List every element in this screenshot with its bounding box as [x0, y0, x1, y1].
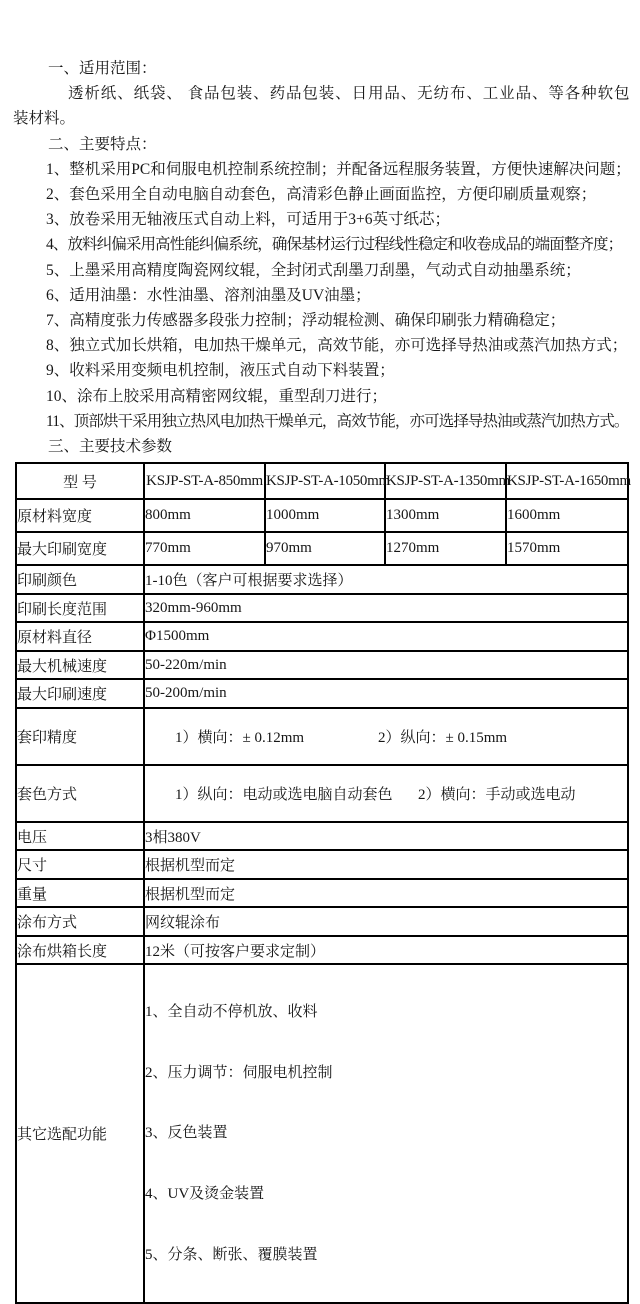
optional-feature-2: 2、压力调节：伺服电机控制	[145, 1064, 333, 1081]
row-label: 电压	[16, 822, 144, 851]
cell-value: 网纹辊涂布	[144, 907, 628, 936]
cell-value: 320mm-960mm	[144, 594, 628, 623]
cell-value: 1570mm	[506, 532, 628, 565]
optional-feature-4: 4、UV及烫金装置	[145, 1186, 265, 1203]
row-label: 涂布方式	[16, 907, 144, 936]
cell-value	[144, 765, 628, 822]
table-row-max-print-width	[16, 532, 628, 565]
table-row-material-diameter	[16, 622, 628, 651]
optional-feature-3: 3、反色装置	[145, 1125, 228, 1142]
model-name-850: KSJP-ST-A-850mm	[144, 463, 265, 499]
row-label: 最大印刷宽度	[16, 532, 144, 565]
feature-item-6: 6、适用油墨：水性油墨、溶剂油墨及UV油墨；	[46, 286, 371, 304]
feature-item-10: 10、涂布上胶采用高精密网纹辊，重型刮刀进行；	[46, 387, 388, 405]
row-label: 套色方式	[16, 765, 144, 822]
row-label: 印刷长度范围	[16, 594, 144, 623]
table-row-model	[16, 463, 628, 499]
cell-value: 根据机型而定	[144, 879, 628, 908]
cell-value: 1270mm	[385, 532, 506, 565]
cell-value	[144, 964, 628, 1303]
section-heading-parameters: 三、主要技术参数	[48, 438, 173, 456]
optional-feature-1: 1、全自动不停机放、收料	[145, 1004, 318, 1021]
feature-item-4: 4、放料纠偏采用高性能纠偏系统，确保基材运行过程线性稳定和收卷成品的端面整齐度；	[46, 236, 623, 254]
cell-value: 3相380V	[144, 822, 628, 851]
cell-value: 770mm	[144, 532, 265, 565]
table-row-dimensions	[16, 850, 628, 879]
row-label: 其它选配功能	[16, 964, 144, 1303]
table-row-coating-oven-length	[16, 936, 628, 965]
spec-table	[15, 462, 629, 1304]
cell-value: Φ1500mm	[144, 622, 628, 651]
table-row-register-precision	[16, 708, 628, 765]
feature-item-8: 8、独立式加长烘箱，电加热干燥单元，高效节能，亦可选择导热油或蒸汽加热方式；	[46, 337, 628, 355]
table-row-max-mech-speed	[16, 651, 628, 680]
row-label: 尺寸	[16, 850, 144, 879]
feature-item-3: 3、放卷采用无轴液压式自动上料，可适用于3+6英寸纸芯；	[46, 211, 450, 229]
cell-value: 800mm	[144, 499, 265, 532]
cell-value: 12米（可按客户要求定制）	[144, 936, 628, 965]
table-row-register-mode	[16, 765, 628, 822]
model-row-label: 型 号	[16, 463, 144, 499]
row-label: 重量	[16, 879, 144, 908]
row-label: 最大机械速度	[16, 651, 144, 680]
intro-section	[0, 0, 640, 459]
section-heading-features: 二、主要特点：	[48, 135, 157, 153]
feature-item-9: 9、收料采用变频电机控制，液压式自动下料装置；	[46, 362, 395, 380]
table-row-weight	[16, 879, 628, 908]
model-name-1050: KSJP-ST-A-1050mm	[265, 463, 385, 499]
cell-value	[144, 708, 628, 765]
feature-item-1: 1、整机采用PC和伺服电机控制系统控制；并配备远程服务装置，方便快速解决问题；	[46, 160, 631, 178]
model-name-1650: KSJP-ST-A-1650mm	[506, 463, 628, 499]
row-label: 最大印刷速度	[16, 679, 144, 708]
table-row-coating-method	[16, 907, 628, 936]
cell-value: 1600mm	[506, 499, 628, 532]
cell-value: 970mm	[265, 532, 385, 565]
table-row-print-length-range	[16, 594, 628, 623]
feature-item-2: 2、套色采用全自动电脑自动套色，高清彩色静止画面监控，方便印刷质量观察；	[46, 186, 597, 204]
cell-value: 1300mm	[385, 499, 506, 532]
table-row-print-colors	[16, 565, 628, 594]
scope-paragraph-line: 透析纸、纸袋、 食品包装、药品包装、日用品、无纺布、工业品、等各种软包	[68, 85, 631, 103]
row-label: 套印精度	[16, 708, 144, 765]
cell-value: 50-220m/min	[144, 651, 628, 680]
table-row-material-width	[16, 499, 628, 532]
cell-value: 1-10色（客户可根据要求选择）	[144, 565, 628, 594]
precision-vertical: 2）纵向：± 0.15mm	[378, 729, 508, 746]
optional-feature-5: 5、分条、断张、覆膜装置	[145, 1246, 318, 1263]
cell-value: 根据机型而定	[144, 850, 628, 879]
feature-item-7: 7、高精度张力传感器多段张力控制；浮动辊检测、确保印刷张力精确稳定；	[46, 312, 566, 330]
section-heading-scope: 一、适用范围：	[48, 60, 157, 77]
model-name-1350: KSJP-ST-A-1350mm	[385, 463, 506, 499]
table-row-optional-features	[16, 964, 628, 1303]
mode-vertical: 1）纵向：电动或选电脑自动套色	[175, 786, 393, 803]
feature-item-11: 11、顶部烘干采用独立热风电加热干燥单元，高效节能，亦可选择导热油或蒸汽加热方式。	[46, 412, 629, 430]
scope-paragraph-wrap: 装材料。	[13, 110, 76, 128]
row-label: 原材料宽度	[16, 499, 144, 532]
table-row-max-print-speed	[16, 679, 628, 708]
table-row-voltage	[16, 822, 628, 851]
cell-value: 50-200m/min	[144, 679, 628, 708]
row-label: 原材料直径	[16, 622, 144, 651]
mode-horizontal: 2）横向：手动或选电动	[418, 786, 576, 803]
row-label: 印刷颜色	[16, 565, 144, 594]
precision-horizontal: 1）横向：± 0.12mm	[175, 729, 305, 746]
cell-value: 1000mm	[265, 499, 385, 532]
feature-item-5: 5、上墨采用高精度陶瓷网纹辊，全封闭式刮墨刀刮墨，气动式自动抽墨系统；	[46, 261, 581, 279]
row-label: 涂布烘箱长度	[16, 936, 144, 965]
